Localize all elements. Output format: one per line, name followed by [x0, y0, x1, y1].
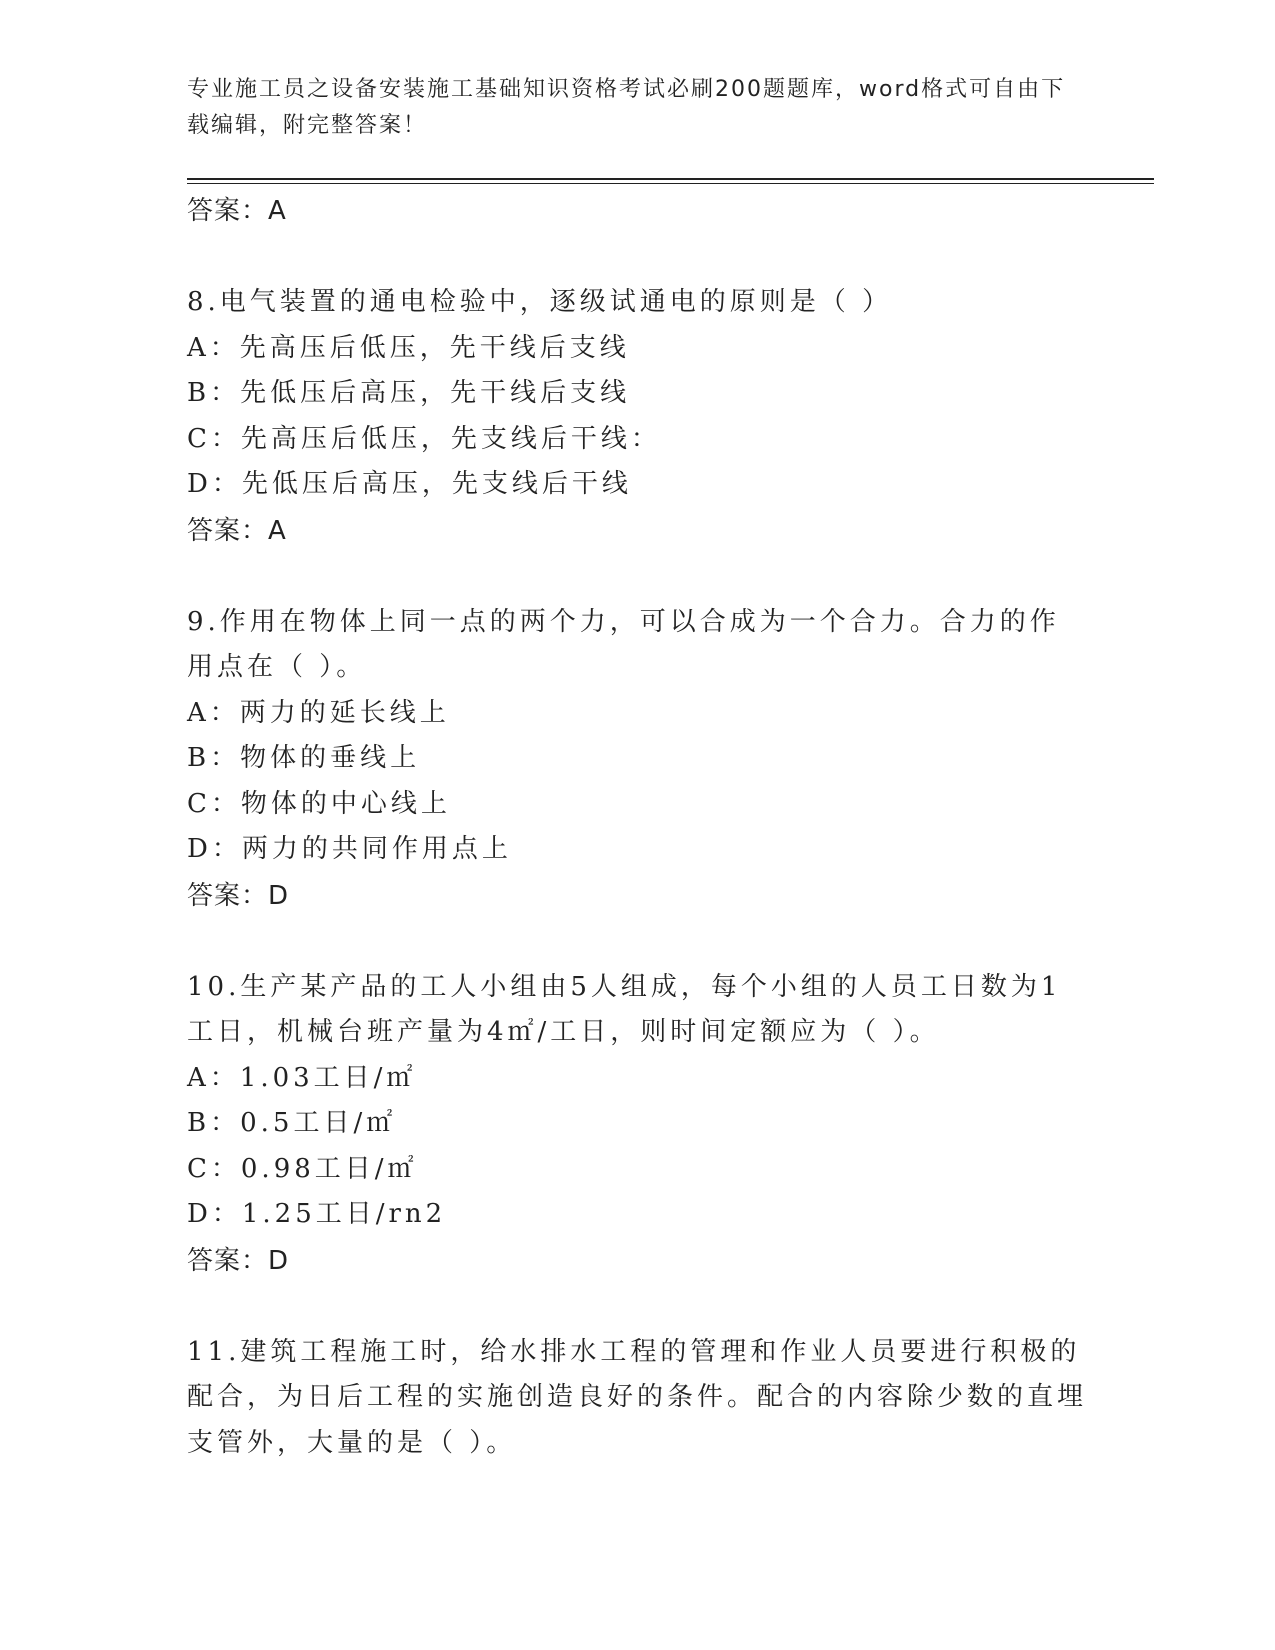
option-d: D：两力的共同作用点上: [187, 834, 512, 864]
option-c: C：0.98工日/㎡: [187, 1153, 418, 1184]
option-c: C：物体的中心线上: [187, 788, 451, 819]
question-list: [187, 188, 1087, 1466]
header-divider-thin: [187, 183, 1154, 184]
question-stem: 9.作用在物体上同一点的两个力，可以合成为一个合力。合力的作用点在（ ）。: [187, 606, 1060, 682]
question-stem: 8.电气装置的通电检验中，逐级试通电的原则是（ ）: [187, 287, 893, 317]
question-stem: 11.建筑工程施工时，给水排水工程的管理和作业人员要进行积极的配合，为日后工程的实施创造良好的条件。配合的内容除少数的直埋支管外，大量的是（ ）。: [187, 1336, 1088, 1458]
answer-label: 答案：D: [187, 880, 290, 911]
answer-label: 答案：A: [187, 515, 287, 546]
option-d: D：先低压后高压，先支线后干线: [187, 469, 632, 499]
question-block: [187, 600, 1087, 919]
question-block: [187, 965, 1087, 1284]
option-a: A：两力的延长线上: [187, 697, 450, 728]
question-block: [187, 280, 1087, 554]
option-d: D：1.25工日/rn2: [187, 1199, 447, 1229]
option-a: A：先高压后低压，先干线后支线: [187, 332, 630, 363]
page-header: 专业施工员之设备安装施工基础知识资格考试必刷200题题库，word格式可自由下载编辑，附完整答案！: [187, 77, 1066, 138]
option-c: C：先高压后低压，先支线后干线：: [187, 423, 661, 454]
option-b: B：0.5工日/㎡: [187, 1108, 397, 1138]
option-b: B：物体的垂线上: [187, 743, 421, 773]
option-b: B：先低压后高压，先干线后支线: [187, 378, 631, 408]
question-stem: 10.生产某产品的工人小组由5人组成，每个小组的人员工日数为1工日，机械台班产量为4㎡/工日，则时间定额应为（ ）。: [187, 971, 1062, 1047]
answer-label: 答案：A: [187, 196, 287, 226]
header-divider-thick: [187, 178, 1154, 180]
option-a: A：1.03工日/㎡: [187, 1062, 417, 1093]
answer-label: 答案：D: [187, 1245, 290, 1276]
question-block: [187, 1330, 1087, 1467]
